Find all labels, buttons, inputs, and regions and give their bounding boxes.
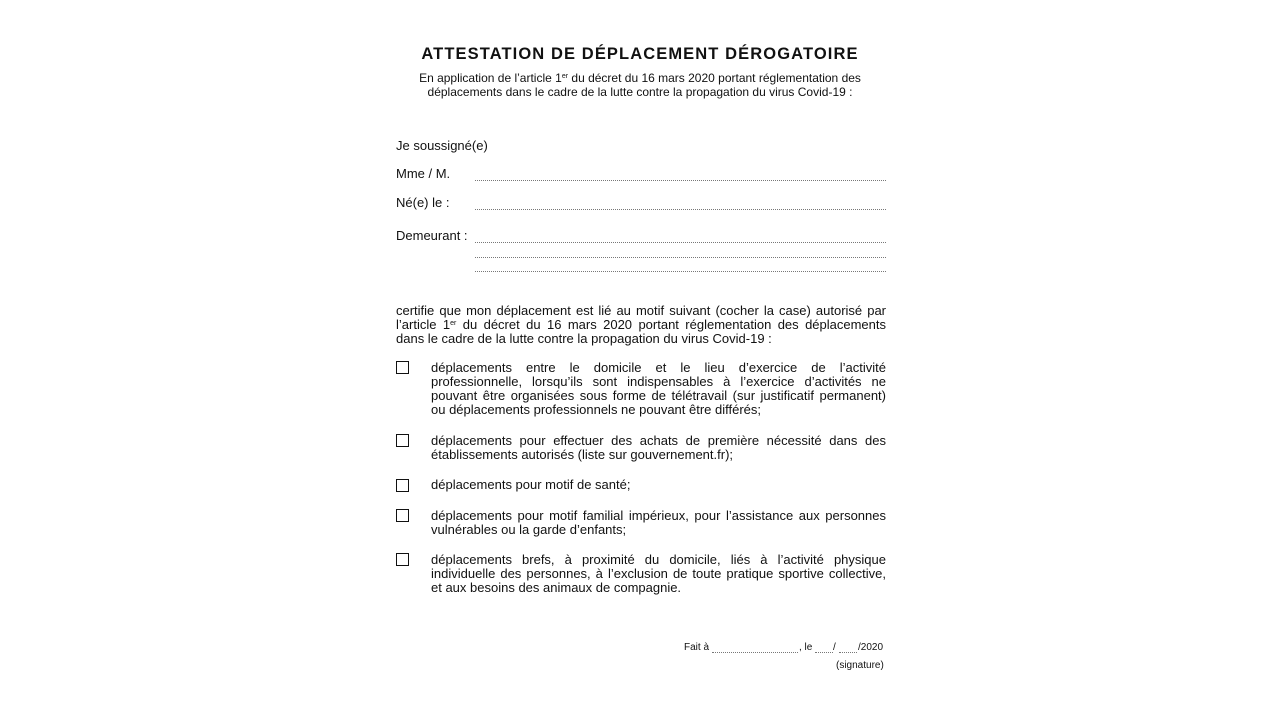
le-label: , le — [799, 642, 813, 653]
option-text-activite-physique: déplacements brefs, à proximité du domicile, liés à l’activité physique individuelle des personnes, à l’exclusion de toute pratique sportive collective, et aux besoins des animaux de compagnie. — [431, 552, 886, 595]
checkbox-motif-familial[interactable] — [396, 509, 409, 522]
option-text-familial: déplacements pour motif familial impérieux, pour l’assistance aux personnes vulnérables ou la garde d’enfants; — [431, 508, 886, 537]
fait-a-label: Fait à — [684, 642, 710, 653]
date-separator: / — [833, 642, 836, 653]
year-label: /2020 — [858, 642, 884, 653]
soussigne-label: Je soussigné(e) — [396, 138, 488, 153]
subtitle-after: du décret du 16 mars 2020 portant réglementation des déplacements dans le cadre de la lutte contre la propagation du virus Covid-19 : — [427, 71, 861, 99]
document-title: ATTESTATION DE DÉPLACEMENT DÉROGATOIRE — [421, 45, 859, 63]
address-field-line-2[interactable] — [475, 257, 886, 258]
document-subtitle — [418, 72, 862, 99]
certification-text — [396, 304, 886, 346]
day-field-line[interactable] — [815, 652, 833, 653]
name-field-line[interactable] — [475, 180, 886, 181]
month-field-line[interactable] — [839, 652, 857, 653]
birth-label: Né(e) le : — [396, 195, 450, 210]
option-text-sante: déplacements pour motif de santé; — [431, 477, 631, 492]
checkbox-motif-travail[interactable] — [396, 361, 409, 374]
name-label: Mme / M. — [396, 166, 451, 181]
signature-label: (signature) — [836, 660, 884, 671]
checkbox-motif-sante[interactable] — [396, 479, 409, 492]
checkbox-motif-achats[interactable] — [396, 434, 409, 447]
certify-sup: er — [450, 320, 457, 327]
address-label: Demeurant : — [396, 228, 468, 243]
certify-part2: du décret du 16 mars 2020 portant réglementation des déplacements dans le cadre de la lutte contre la propagation du virus Covid-19 : — [396, 317, 887, 346]
option-text-travail: déplacements entre le domicile et le lieu d’exercice de l’activité professionnelle, lorsqu’ils sont indispensables à l’exercice d’activités ne pouvant être organisées sous forme de télétravail (sur justificatif permanent) ou déplacements professionnels ne pouvant être différés; — [431, 360, 886, 417]
fait-a-field-line[interactable] — [712, 652, 798, 653]
certify-part1: certifie que mon déplacement est lié au motif suivant (cocher la case) autorisé par l’article 1 — [396, 303, 886, 332]
address-field-line-1[interactable] — [475, 242, 886, 243]
option-text-achats: déplacements pour effectuer des achats de première nécessité dans des établissements autorisés (liste sur gouvernement.fr); — [431, 433, 886, 462]
checkbox-motif-activite-physique[interactable] — [396, 553, 409, 566]
address-field-line-3[interactable] — [475, 271, 886, 272]
subtitle-before: En application de l’article 1 — [419, 71, 562, 85]
birth-field-line[interactable] — [475, 209, 886, 210]
subtitle-sup: er — [561, 73, 569, 80]
